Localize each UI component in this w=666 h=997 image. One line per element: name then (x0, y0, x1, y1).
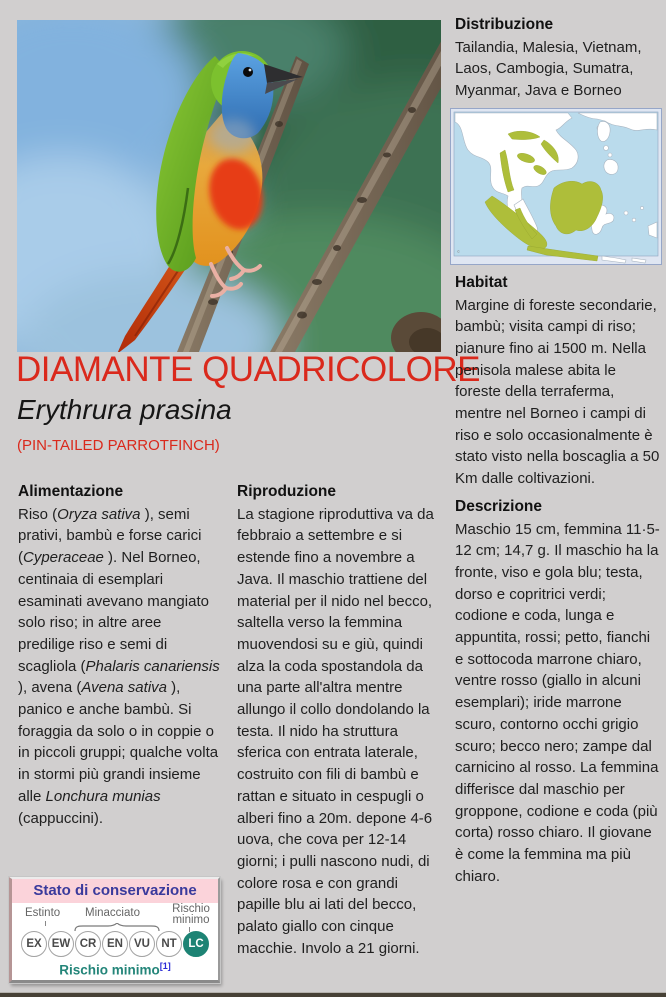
iucn-code-ex: EX (21, 931, 47, 957)
iucn-code-cr: CR (75, 931, 101, 957)
bird-photo (17, 20, 441, 352)
english-name: (PIN-TAILED PARROTFINCH) (17, 437, 220, 454)
brace-icon (74, 923, 160, 931)
iucn-code-lc: LC (183, 931, 209, 957)
conservation-title: Stato di conservazione (12, 879, 218, 903)
bottom-border (0, 992, 666, 997)
iucn-code-vu: VU (129, 931, 155, 957)
least-concern-label: Rischio minimo (172, 903, 210, 926)
heading-alimentazione: Alimentazione (18, 483, 124, 500)
conservation-status-box (9, 877, 220, 983)
scientific-name: Erythrura prasina (17, 394, 232, 425)
heading-descrizione: Descrizione (455, 497, 543, 515)
riproduzione-text: La stagione riproduttiva va da febbraio a settembre e si estende fino a novembre a Java. Il maschio trattiene del material per il nido nel becco, saltella verso la femmina muovendosi su e giù, quindi alza la coda spostandola da una parte all'altra mentre allungo il collo dondolando la testa. Il nido ha struttura sferica con entrata laterale, costruito con fili di bambù e rattan e situato in cespugli o alberi fino a 20m. depone 4-6 uova, che cova per 12-14 giorni; i pulli nascono nudi, di colore rosa e con grandi papille blu ai lati del becco, palato giallo con cinque macchie. Involo a 21 giorni. (237, 505, 434, 957)
distribution-map (450, 108, 662, 265)
citation-ref[interactable]: [1] (159, 961, 171, 971)
extinct-label: Estinto (25, 907, 61, 919)
iucn-code-en: EN (102, 931, 128, 957)
iucn-code-nt: NT (156, 931, 182, 957)
habitat-text: Margine di foreste secondarie, bambù; visita campi di riso; pianure fino ai 1500 m. Nella penisola malese abita le foreste della terraferma, mentre nel Borneo i campi di riso e solo occasionalmente è stato visto nella boscaglia a 50 Km dalle coltivazioni. (455, 296, 660, 488)
distribuzione-text: Tailandia, Malesia, Vietnam, Laos, Cambogia, Sumatra, Myanmar, Java e Borneo (455, 38, 642, 100)
species-title: DIAMANTE QUADRICOLORE (16, 350, 480, 389)
column-alimentazione (18, 481, 222, 835)
descrizione-text: Maschio 15 cm, femmina 11·5-12 cm; 14,7 g. Il maschio ha la fronte, viso e gola blu; testa, dorso e copritrici verdi; codione e coda, lunga e appuntita, rossi; petto, fianchi e sottocoda marrone chiaro, ventre rosso (giallo in alcuni esemplari); iride marrone scuro, contorno occhi grigio scuro; becco nero; zampe dal carnicino al rosso. La femmina differisce dal maschio per groppone, codione e coda (più corta) rosso chiaro. Il giovane è come la femmina ma più chiaro. (455, 520, 660, 885)
tick-mark (45, 921, 46, 926)
svg-text:©: © (457, 248, 460, 254)
status-label: Rischio minimo (59, 962, 160, 978)
heading-distribuzione: Distribuzione (455, 16, 554, 33)
heading-habitat: Habitat (455, 273, 508, 291)
heading-riproduzione: Riproduzione (237, 483, 337, 500)
iucn-code-ew: EW (48, 931, 74, 957)
alimentazione-text: Riso (Oryza sativa ), semi prativi, bambù e forse carici (Cyperaceae ). Nel Borneo, centinaia di esemplari esaminati avevano mangiato solo riso; in altre aree predilige riso e semi di scagliola (Phalaris canariensis ), avena (Avena sativa ), panico e anche bambù. Si foraggia da solo o in coppie o in piccoli gruppi; qualche volta in stormi più grandi insieme alle Lonchura munias (cappuccini). (18, 505, 220, 827)
threatened-label: Minacciato (85, 907, 140, 919)
iucn-scale (12, 931, 218, 957)
conservation-scale (12, 903, 218, 980)
column-riproduzione (237, 481, 445, 965)
status-text (12, 961, 218, 978)
column-sidebar (455, 14, 662, 894)
